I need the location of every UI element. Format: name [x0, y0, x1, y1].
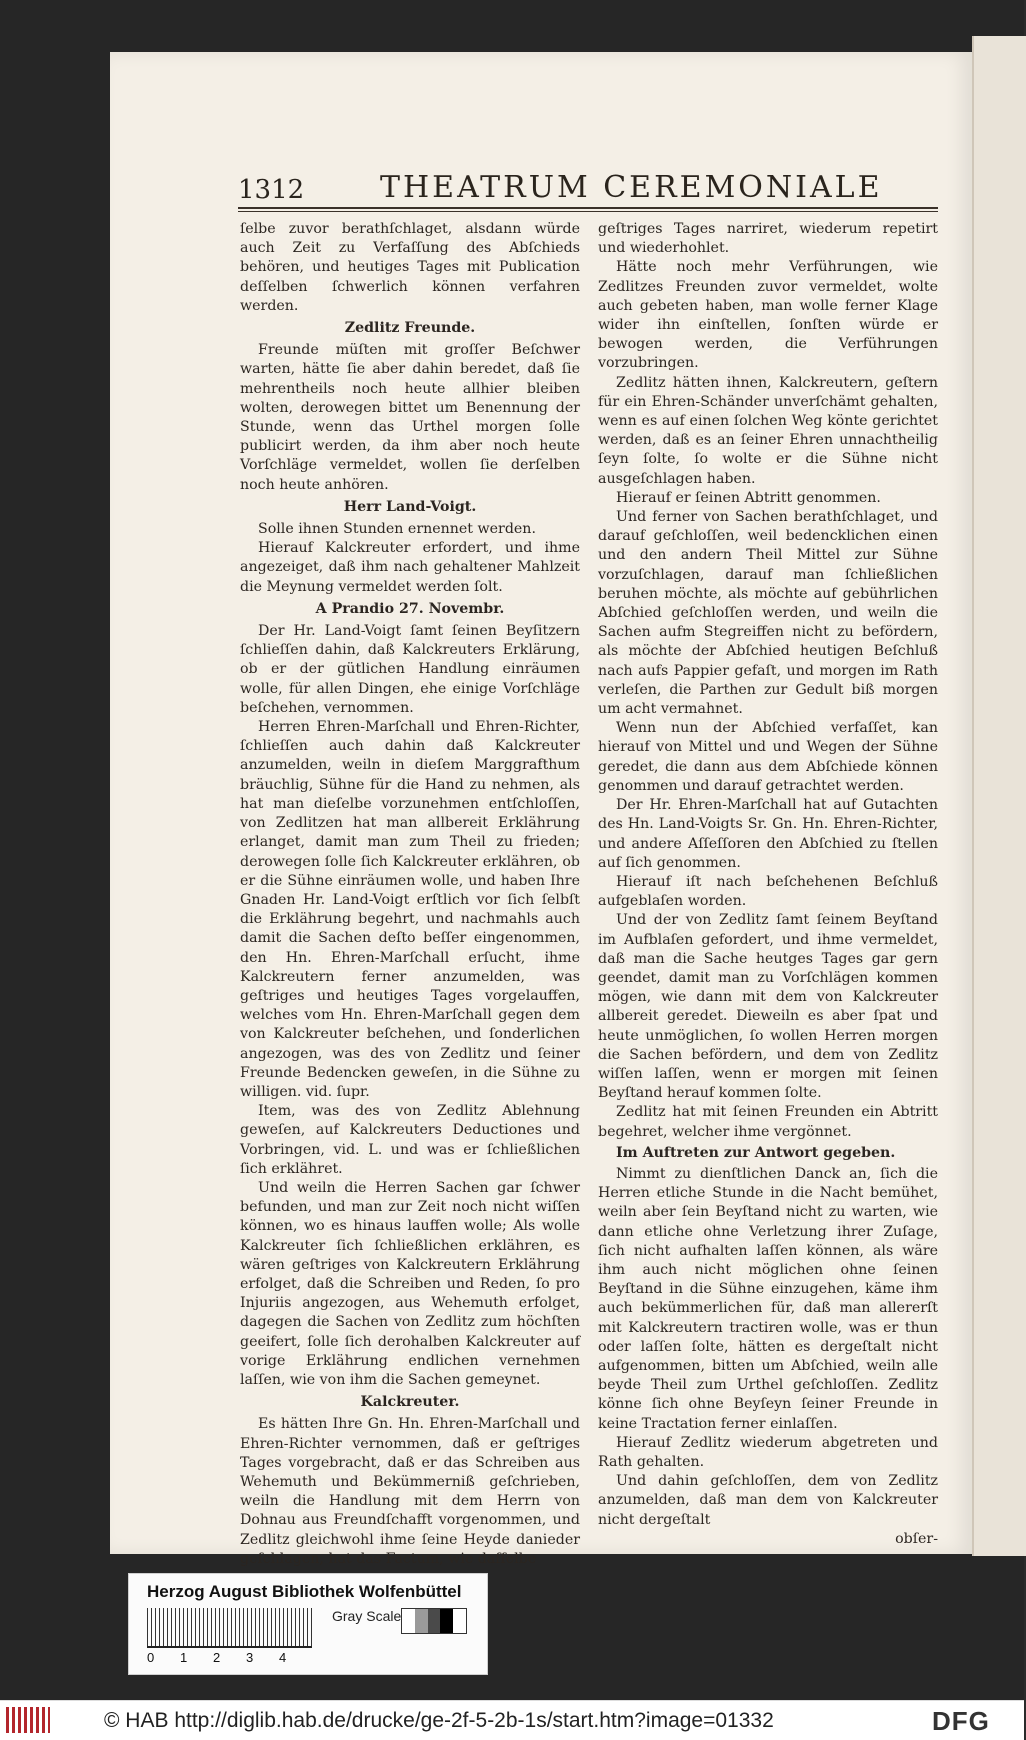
paragraph: Hätte noch mehr Verführungen, wie Zedlitzes Freunden zuvor vermeldet, wolte auch gebeten haben, man wolle ferner Klage wider ihn einſtellen, ſonſten würde er bewogen werden, die Verführungen vorzubringen.	[598, 259, 938, 372]
section-heading: Zedlitz Freunde.	[344, 320, 476, 337]
section-heading: Im Auftreten zur Antwort gegeben.	[616, 1144, 896, 1161]
paragraph: geſtriges Tages narriret, wiederum repetirt und wiederhohlet.	[598, 221, 938, 257]
grayscale-swatches	[401, 1608, 467, 1634]
footer-bar	[0, 1700, 1024, 1740]
paragraph: Hierauf er ſeinen Abtritt genommen.	[616, 489, 881, 506]
paragraph: Nimmt zu dienſtlichen Danck an, ſich die Herren etliche Stunde in die Nacht bemühet, weiln aber ſein Beyſtand nicht zu warten, wie dann etliche ohne Verletzung ihrer Zuſage, ſich nicht aufhalten laſſen können, als wäre ihm auch nicht möglichen ohne ſeinen Beyſtand in die Sühne einzugehen, käme ihm auch bekümmerlichen für, daß man allererſt mit Kalckreutern tractiren wolle, was er thun oder laſſen ſolte, hätten es dergeſtalt nicht aufgenommen, bitten um Abſchied, weiln alle beyde Theil zum Urthel geſchloſſen. Zedlitz könne ſich ohne Beyſeyn ſeiner Freunde in keine Tractation ferner einlaſſen.	[598, 1165, 938, 1432]
paragraph: Der Hr. Ehren-Marſchall hat auf Gutachten des Hn. Land-Voigts Sr. Gn. Hn. Ehren-Richter, und andere Aſſeſſoren den Abſchied zu ſtellen auf ſich genommen.	[598, 797, 938, 871]
grayscale-swatch	[415, 1609, 428, 1633]
section-heading: Kalckreuter.	[360, 1394, 460, 1411]
scale-ruler	[147, 1608, 312, 1648]
next-page-edge	[972, 36, 1026, 1556]
paragraph: Hierauf iſt nach beſchehenen Beſchluß aufgeblaſen worden.	[598, 873, 938, 910]
paragraph: Hierauf Kalckreuter erfordert, und ihme angezeiget, daß ihm nach gehaltener Mahlzeit die Meynung vermeldet werden ſolt.	[240, 540, 580, 595]
paragraph: Zedlitz hätten ihnen, Kalckreutern, geſtern für ein Ehren-Schänder unverſchämt gehalten, wenn es auf einen ſolchen Weg könte gerichtet werden, daß es an ſeiner Ehren unnachtheilig ſeyn ſolte, ſo wolte er die Sühne nicht ausgeſchlagen haben.	[598, 374, 938, 487]
ruler-number: 2	[213, 1650, 221, 1665]
section-heading: A Prandio 27. Novembr.	[315, 600, 505, 617]
paragraph: Herren Ehren-Marſchall und Ehren-Richter, ſchlieſſen auch dahin daß Kalckreuter anzumelden, weiln in dieſem Marggrafthum bräuchlig, Sühne für die Hand zu nehmen, als hat man dieſelbe vorzunehmen entſchloſſen, von Zedlitzen hat man allbereit Erklährung erlanget, damit man zum Theil zu frieden; derowegen ſolle ſich Kalckreuter erklähren, ob er die Sühne einräumen wolle, und haben Ihre Gnaden Hr. Land-Voigt erſtlich vor ſich ſelbſt die Erklährung begehrt, und nachmahls auch damit die Sachen deſto beſſer eingenommen, den Hn. Ehren-Marſchall erſucht, ihme Kalckreutern ferner anzumelden, was geſtriges und heutiges Tages vorgelauffen, welches vom Hn. Ehren-Marſchall gegen dem von Kalckreuter beſchehen, und ſonderlichen angezogen, was des von Zedlitz und ſeiner Freunde Bedencken geweſen, in die Sühne zu willigen. vid. ſupr.	[240, 719, 580, 1100]
paragraph: Zedlitz hat mit ſeinen Freunden ein Abtritt begehret, welcher ihme vergönnet.	[598, 1104, 938, 1140]
paragraph: Hierauf Zedlitz wiederum abgetreten und Rath gehalten.	[598, 1434, 938, 1470]
right-text-column	[598, 220, 938, 1547]
paragraph: Und der von Zedlitz ſamt ſeinem Beyſtand im Aufblaſen gefordert, und ihme vermeldet, daß man die Sache heutges Tages gar gern geendet, damit man zu Vorſchlägen kommen mögen, wie dann mit dem von Kalckreuter allbereit geredet. Dieweiln es aber ſpat und heute unmöglichen, ſo wollen Herren morgen die Sachen befördern, und dem von Zedlitz wiſſen laſſen, wenn er morgen mit ſeinen Beyſtand herauf kommen ſolte.	[598, 912, 938, 1102]
catchword: obſer-	[895, 1530, 938, 1547]
paragraph: Wenn nun der Abſchied verfaſſet, kan hierauf von Mittel und und Wegen der Sühne geredet, die dann aus dem Abſchiede können genommen und darauf getrachtet werden.	[598, 720, 938, 794]
paragraph: Und dahin geſchloſſen, dem von Zedlitz anzumelden, daß man dem von Kalckreuter nicht dergeſtalt	[598, 1473, 938, 1528]
ruler-number: 1	[180, 1650, 188, 1665]
paragraph: Item, was des von Zedlitz Ablehnung geweſen, auf Kalckreuters Deductiones und Vorbringen, vid. L. und was er ſchließlichen ſich erklähret.	[240, 1103, 580, 1177]
library-name: Herzog August Bibliothek Wolfenbüttel	[147, 1582, 462, 1601]
header-rule-thin	[238, 211, 938, 212]
paragraph: Es hätten Ihre Gn. Hn. Ehren-Marſchall und Ehren-Richter vernommen, daß er geſtriges Tages vorgebracht, daß er das Schreiben aus Wehemuth und Bekümmerniß geſchrieben, weiln die Handlung mit dem Herrn von Dohnau aus Freundſchafft vorgenommen, und Zedlitz gleichwohl ihme ſeine Heyde danieder geſchlagen, hat das Factum, wie daſſelbe	[240, 1416, 580, 1567]
ruler-numbers	[147, 1650, 347, 1665]
library-color-chart	[128, 1573, 488, 1675]
grayscale-swatch	[440, 1609, 453, 1633]
left-text-column	[240, 220, 580, 1567]
footer-url[interactable]: © HAB http://diglib.hab.de/drucke/ge-2f-5-2b-1s/start.htm?image=01332	[104, 1709, 774, 1732]
paragraph: Freunde müſten mit groſſer Beſchwer warten, hätte ſie aber dahin beredet, daß ſie mehrentheils noch heute allhier bleiben wolten, derowegen bittet um Benennung der Stunde, wenn das Urthel morgen ſolle publicirt werden, da ihm aber noch heute Vorſchläge vermeldet, wollen ſie derſelben noch heute anhören.	[240, 342, 580, 493]
grayscale-swatch	[453, 1609, 466, 1633]
grayscale-swatch	[402, 1609, 415, 1633]
paragraph: Und ferner von Sachen berathſchlaget, und darauf geſchloſſen, weil bedencklichen einen und den andern Theil Mittel zur Sühne vorzuſchlagen, darauf man ſchließlichen beruhen möchte, als möchte auf gebührlichen Abſchied geſchloſſen werden, und weiln die Sachen aufm Stegreiffen nicht zu befördern, als möchte der Abſchied heutigen Beſchluß nach aufs Pappier gefaſt, und morgen im Rath verleſen, die Parthen zur Gedult biß morgen um acht vermahnet.	[598, 509, 938, 718]
grayscale-label: Gray Scale	[332, 1608, 402, 1624]
grayscale-swatch	[428, 1609, 441, 1633]
header-rule	[238, 207, 938, 209]
ruler-number: 4	[279, 1650, 287, 1665]
dfg-logo: DFG	[932, 1706, 990, 1736]
paragraph: Solle ihnen Stunden ernennet werden.	[258, 521, 536, 538]
paragraph: Der Hr. Land-Voigt ſamt ſeinen Beyſitzern ſchlieſſen dahin, daß Kalckreuters Erklärung, ob er der gütlichen Handlung einräumen wolle, für allen Dingen, ehe einige Vorſchläge beſchehen, vernommen.	[240, 623, 580, 716]
running-head: THEATRUM CEREMONIALE	[380, 170, 883, 205]
paragraph: Und weiln die Herren Sachen gar ſchwer befunden, und man zur Zeit noch nicht wiſſen können, wo es hinaus lauffen wolle; Als wolle Kalckreuter ſich ſchließlichen erklähren, es wären geſtriges von Kalckreutern Erklährung erfolget, daß die Schreiben und Reden, ſo pro Injuriis angezogen, aus Wehemuth erfolget, dagegen die Sachen von Zedlitz zum höchſten geeifert, ſolle ſich derohalben Kalckreuter auf vorige Erklährung endlichen vernehmen laſſen, wie von ihm die Sachen gemeynet.	[240, 1179, 580, 1388]
ruler-number: 0	[147, 1650, 155, 1665]
page-number: 1312	[238, 175, 305, 205]
section-heading: Herr Land-Voigt.	[343, 498, 477, 515]
paragraph: ſelbe zuvor berathſchlaget, alsdann würde auch Zeit zu Verfaſſung des Abſchieds behören, und heutiges Tages mit Publication deſſelben ſchwerlich können verfahren werden.	[240, 221, 580, 314]
barcode-icon	[6, 1707, 50, 1733]
ruler-number: 3	[246, 1650, 254, 1665]
